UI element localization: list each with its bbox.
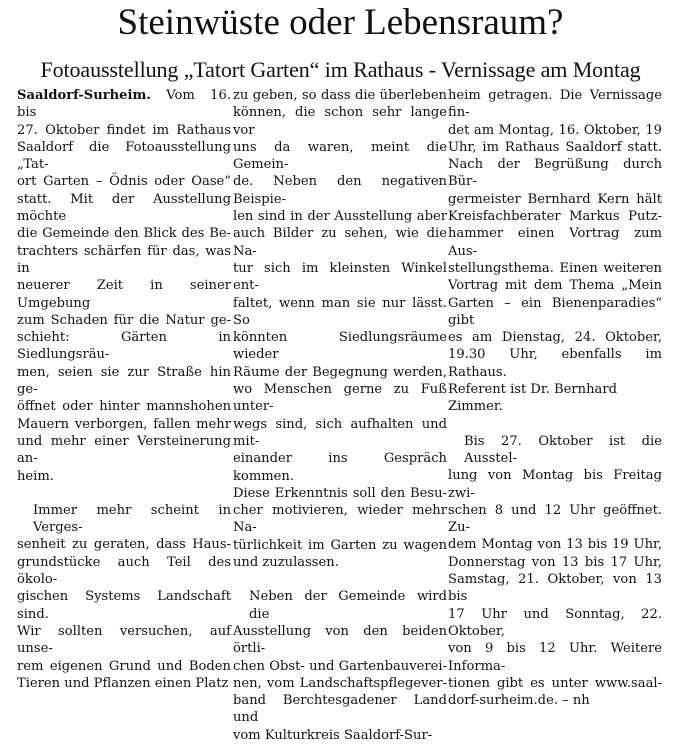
text-line: vom Kulturkreis Saaldorf-Sur- bbox=[233, 727, 433, 743]
text-line: faltet, wenn man sie nur lässt. So bbox=[233, 295, 447, 328]
text-line: dorf-surheim.de. – nh bbox=[448, 693, 590, 709]
text-line: zum Schaden für die Natur ge- bbox=[17, 312, 231, 328]
text-line: Bis 27. Oktober ist die Ausstel- bbox=[464, 433, 662, 466]
text-line: und mehr einer Versteinerung an- bbox=[17, 433, 231, 467]
text-line: len sind in der Ausstellung aber bbox=[233, 209, 447, 225]
text-line: ort Garten – Ödnis oder Oase“ bbox=[17, 174, 231, 190]
text-line: Saaldorf-Surheim. Vom 16. bis bbox=[17, 88, 231, 121]
text-line: Wir sollten versuchen, auf unse- bbox=[17, 623, 231, 657]
text-line: schen 8 und 12 Uhr geöffnet. Zu- bbox=[448, 502, 662, 536]
article-paragraph bbox=[448, 433, 662, 710]
text-line: türlichkeit im Garten zu wagen bbox=[233, 537, 447, 553]
text-line: und zuzulassen. bbox=[233, 555, 339, 571]
text-line: Uhr, im Rathaus Saaldorf statt. bbox=[448, 139, 662, 155]
text-line: trachters schärfen für das, was in bbox=[17, 243, 231, 276]
headline: Steinwüste oder Lebensraum? bbox=[117, 2, 564, 43]
text-line: uns da waren, meint die Gemein- bbox=[233, 139, 447, 173]
text-line: Tieren und Pflanzen einen Platz bbox=[17, 675, 229, 691]
paragraph-gap bbox=[233, 571, 447, 588]
text-line: Mauern verborgen, fallen mehr bbox=[17, 416, 231, 432]
text-line: Räume der Begegnung werden, bbox=[233, 364, 447, 380]
text-line: rem eigenen Grund und Boden bbox=[17, 658, 231, 674]
text-line: Immer mehr scheint in Verges- bbox=[33, 502, 231, 536]
text-line: die Gemeinde den Blick des Be- bbox=[17, 226, 231, 242]
article-paragraph bbox=[233, 588, 447, 744]
text-line: Diese Erkenntnis soll den Besu- bbox=[233, 485, 447, 501]
text-line: wo Menschen gerne zu Fuß unter- bbox=[233, 382, 447, 415]
text-line: grundstücke auch Teil des ökolo- bbox=[17, 554, 231, 588]
text-line: Ausstellung von den beiden örtli- bbox=[233, 623, 447, 657]
text-line: Samstag, 21. Oktober, von 13 bis bbox=[448, 572, 662, 605]
text-line: 17 Uhr und Sonntag, 22. Oktober, bbox=[448, 606, 662, 639]
text-line: tur sich im kleinsten Winkel ent- bbox=[233, 260, 447, 294]
text-line: Garten – ein Bienenparadies“ gibt bbox=[448, 295, 662, 328]
article-paragraph bbox=[233, 87, 447, 571]
text-line: einander ins Gespräch kommen. bbox=[233, 451, 447, 484]
text-line: de. Neben den negativen Beispie- bbox=[233, 174, 447, 207]
text-line: dem Montag von 13 bis 19 Uhr, bbox=[448, 537, 662, 553]
paragraph-gap bbox=[448, 416, 662, 433]
text-line: zu geben, so dass die überleben bbox=[233, 88, 447, 103]
text-line: men, seien sie zur Straße hin ge- bbox=[17, 364, 231, 398]
text-line: heim. bbox=[17, 468, 54, 484]
paragraph-gap bbox=[17, 485, 231, 502]
text-line: wegs sind, sich aufhalten und mit- bbox=[233, 416, 447, 449]
article-column-1 bbox=[17, 87, 231, 692]
text-line: Saaldorf die Fotoausstellung „Tat- bbox=[17, 139, 231, 173]
text-line: heim getragen. Die Vernissage fin- bbox=[448, 88, 662, 121]
article-paragraph bbox=[448, 87, 662, 416]
text-line: Donnerstag von 13 bis 17 Uhr, bbox=[448, 554, 662, 570]
text-line: gischen Systems Landschaft sind. bbox=[17, 589, 231, 622]
text-line: schieht: Gärten in Siedlungsräu- bbox=[17, 330, 231, 363]
text-line: Kreisfachberater Markus Putz- bbox=[448, 209, 662, 225]
text-line: Nach der Begrüßung durch Bür- bbox=[448, 157, 662, 190]
text-line: tionen gibt es unter www.saal- bbox=[448, 675, 662, 691]
dateline: Saaldorf-Surheim. bbox=[17, 88, 151, 103]
text-line: von 9 bis 12 Uhr. Weitere Informa- bbox=[448, 641, 662, 674]
text-line: stellungsthema. Einen weiteren bbox=[448, 260, 662, 276]
text-line: lung von Montag bis Freitag zwi- bbox=[448, 468, 662, 501]
text-line: Referent ist Dr. Bernhard Zimmer. bbox=[448, 382, 617, 415]
text-line: cher motivieren, wieder mehr Na- bbox=[233, 503, 447, 536]
text-line: Vortrag mit dem Thema „Mein bbox=[448, 278, 662, 294]
text-line: germeister Bernhard Kern hält bbox=[448, 191, 662, 207]
text-line: öffnet oder hinter mannshohen bbox=[17, 399, 231, 415]
text-line: band Berchtesgadener Land und bbox=[233, 693, 447, 726]
text-line: 19.30 Uhr, ebenfalls im Rathaus. bbox=[448, 347, 662, 380]
text-line: es am Dienstag, 24. Oktober, bbox=[448, 330, 662, 346]
text-line: Neben der Gemeinde wird die bbox=[249, 589, 447, 622]
text-line: hammer einen Vortrag zum Aus- bbox=[448, 226, 662, 259]
text-line: senheit zu geraten, dass Haus- bbox=[17, 537, 231, 553]
text-line: statt. Mit der Ausstellung möchte bbox=[17, 191, 231, 225]
text-line: det am Montag, 16. Oktober, 19 bbox=[448, 122, 662, 138]
subheadline: Fotoausstellung „Tatort Garten“ im Rathaus - Vernissage am Montag bbox=[40, 57, 641, 82]
text-line: auch Bilder zu sehen, wie die Na- bbox=[233, 226, 447, 259]
article-column-2 bbox=[233, 87, 447, 744]
text-line: können, die schon sehr lange vor bbox=[233, 105, 447, 138]
text-line: könnten Siedlungsräume wieder bbox=[233, 330, 447, 363]
article-column-3 bbox=[448, 87, 662, 709]
text-line: 27. Oktober findet im Rathaus bbox=[17, 122, 231, 138]
text-line: neuerer Zeit in seiner Umgebung bbox=[17, 278, 231, 311]
article-paragraph bbox=[17, 502, 231, 692]
article-paragraph bbox=[17, 87, 231, 485]
text-line: nen, vom Landschaftspflegever- bbox=[233, 675, 447, 691]
text-line: chen Obst- und Gartenbauverei- bbox=[233, 658, 447, 674]
